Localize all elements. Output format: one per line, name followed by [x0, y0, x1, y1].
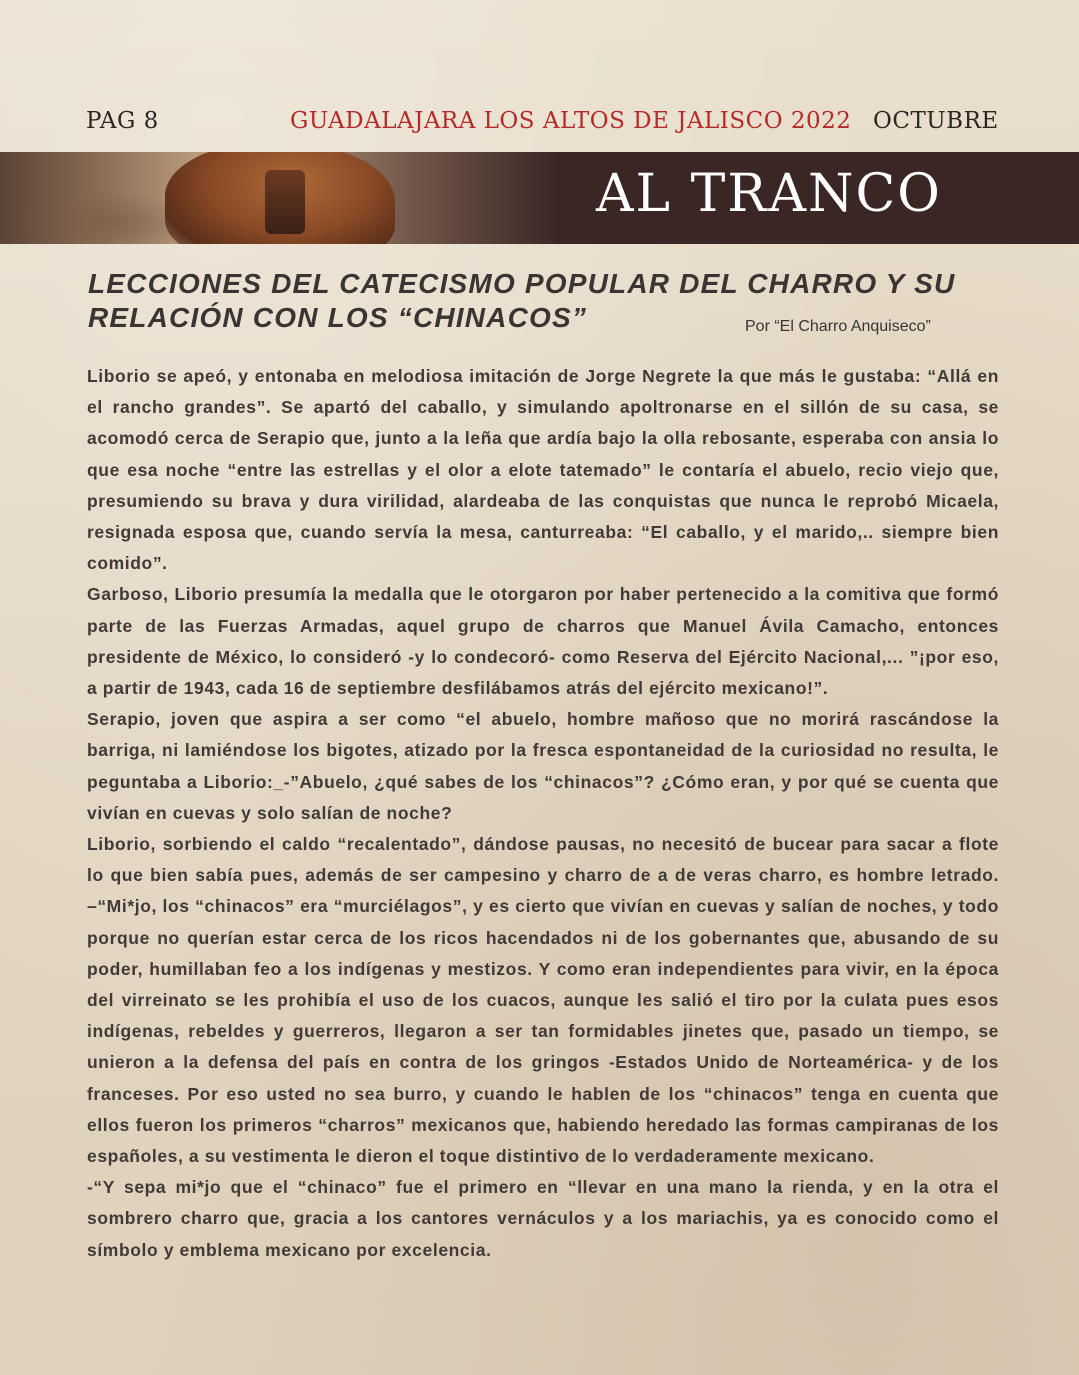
paragraph: -“Y sepa mi*jo que el “chinaco” fue el primero en “llevar en una mano la rienda, y en la otra el sombrero charro que, gracia a los cantores vernáculos y a los mariachis, ya es conocido como el símbolo y emblema mexicano por excelencia. [87, 1177, 999, 1260]
paragraph: Liborio se apeó, y entonaba en melodiosa imitación de Jorge Negrete la que más le gustaba: “Allá en el rancho grandes”. Se apartó del caballo, y simulando apoltronarse en el sillón de su casa, se acomodó cerca de Serapio que, junto a la leña que ardía bajo la olla rebosante, esperaba con ansia lo que esa noche “entre las estrellas y el olor a elote tatemado” le contaría el abuelo, recio viejo que, presumiendo su brava y dura virilidad, alardeaba de las conquistas que nunca le reprobó Micaela, resignada esposa que, cuando servía la mesa, canturreaba: “El caballo, y el marido,.. siempre bien comido”. [87, 366, 999, 574]
page-number: PAG 8 [86, 108, 159, 134]
article-byline: Por “El Charro Anquiseco” [745, 318, 931, 335]
section-banner [0, 152, 1079, 244]
issue-month: OCTUBRE [873, 108, 999, 134]
horse-rider-photo [0, 152, 560, 244]
publication-name: GUADALAJARA LOS ALTOS DE JALISCO 2022 [290, 108, 852, 134]
article-title: LECCIONES DEL CATECISMO POPULAR DEL CHARRO Y SU RELACIÓN CON LOS “CHINACOS” [88, 268, 956, 333]
paragraph: Liborio, sorbiendo el caldo “recalentado”, dándose pausas, no necesitó de bucear para sacar a flote lo que bien sabía pues, además de ser campesino y charro de a de veras charro, es hombre letrado. –“Mi*jo, los “chinacos” era “murciélagos”, y es cierto que vivían en cuevas y salían de noches, y todo porque no querían estar cerca de los ricos hacendados ni de los gobernantes que, abusando de su poder, humillaban feo a los indígenas y mestizos. Y como eran independientes para vivir, en la época del virreinato se les prohibía el uso de los cuacos, aunque les salió el tiro por la culata pues esos indígenas, rebeldes y guerreros, llegaron a ser tan formidables jinetes que, pasado un tiempo, se unieron a la defensa del país en contra de los gringos -Estados Unido de Norteamérica- y de los franceses. Por eso usted no sea burro, y cuando le hablen de los “chinacos” tenga en cuenta que ellos fueron los primeros “charros” mexicanos que, habiendo heredado las formas campiranas de los españoles, a su vestimenta le dieron el toque distintivo de lo verdaderamente mexicano. [87, 834, 999, 1167]
section-title: AL TRANCO [596, 164, 942, 224]
article-body [87, 361, 999, 1266]
rider-boot-image [265, 170, 305, 234]
paragraph: Garboso, Liborio presumía la medalla que le otorgaron por haber pertenecido a la comitiva que formó parte de las Fuerzas Armadas, aquel grupo de charros que Manuel Ávila Camacho, entonces presidente de México, lo consideró -y lo condecoró- como Reserva del Ejército Nacional,... ”¡por eso, a partir de 1943, cada 16 de septiembre desfilábamos atrás del ejército mexicano!”. [87, 584, 999, 699]
paragraph: Serapio, joven que aspira a ser como “el abuelo, hombre mañoso que no morirá rascándose la barriga, ni lamiéndose los bigotes, atizado por la fresca espontaneidad de la curiosidad no resulta, le peguntaba a Liborio:_-”Abuelo, ¿qué sabes de los “chinacos”? ¿Cómo eran, y por qué se cuenta que vivían en cuevas y solo salían de noche? [87, 709, 999, 823]
